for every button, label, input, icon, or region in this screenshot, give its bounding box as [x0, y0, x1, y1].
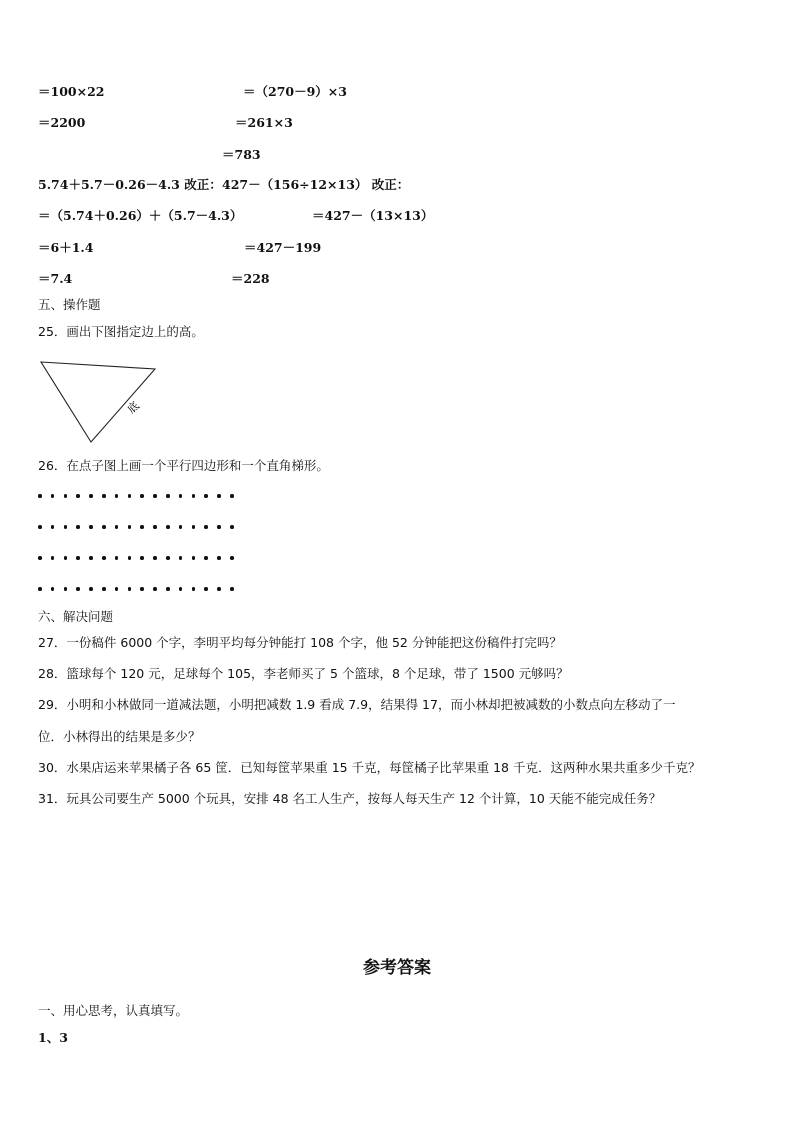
grid-dot [204, 494, 208, 498]
grid-dot [153, 587, 157, 591]
triangle-base-label: 底 [124, 399, 142, 417]
grid-dot [192, 494, 196, 498]
grid-dot [76, 556, 80, 560]
calc-line-3b: ＝783 [222, 147, 261, 162]
grid-dot [89, 556, 93, 560]
question-30: 30．水果店运来苹果橘子各 65 筐．已知每筐苹果重 15 千克，每筐橘子比苹果重 18 千克．这两种水果共重多少千克？ [38, 760, 701, 775]
question-31: 31．玩具公司要生产 5000 个玩具，安排 48 名工人生产，按每人每天生产 12 个计算，10 天能不能完成任务？ [38, 791, 662, 806]
question-25: 25．画出下图指定边上的高。 [38, 324, 204, 339]
triangle-figure [30, 355, 165, 450]
grid-dot [166, 587, 170, 591]
dot-row [38, 587, 238, 593]
grid-dot [89, 494, 93, 498]
answers-title: 参考答案 [363, 958, 431, 978]
calc-line-1a: ＝100×22 [38, 84, 105, 99]
grid-dot [38, 556, 42, 560]
calc-line-7a: ＝7.4 [38, 271, 73, 286]
grid-dot [140, 556, 144, 560]
section-6-heading: 六、解决问题 [38, 609, 114, 624]
grid-dot [204, 587, 208, 591]
grid-dot [179, 556, 183, 560]
triangle-shape [41, 362, 155, 442]
calc-line-7b: ＝228 [231, 271, 270, 286]
grid-dot [192, 556, 196, 560]
calc-line-2b: ＝261×3 [235, 115, 293, 130]
grid-dot [217, 494, 221, 498]
grid-dot [153, 494, 157, 498]
grid-dot [217, 556, 221, 560]
grid-dot [89, 587, 93, 591]
grid-dot [153, 525, 157, 529]
answer-1: 1、3 [38, 1030, 68, 1045]
grid-dot [76, 587, 80, 591]
grid-dot [179, 494, 183, 498]
grid-dot [38, 525, 42, 529]
grid-dot [192, 525, 196, 529]
grid-dot [38, 494, 42, 498]
grid-dot [140, 587, 144, 591]
calc-line-6a: ＝6＋1.4 [38, 240, 94, 255]
calc-line-5a: ＝（5.74＋0.26）＋（5.7－4.3） [38, 208, 243, 223]
grid-dot [140, 525, 144, 529]
grid-dot [217, 587, 221, 591]
grid-dot [76, 525, 80, 529]
grid-dot [102, 525, 106, 529]
dot-row [38, 494, 238, 500]
grid-dot [230, 556, 234, 560]
calc-line-4a: 5.74＋5.7－0.26－4.3 改正： [38, 177, 222, 192]
grid-dot [166, 494, 170, 498]
grid-dot [51, 525, 55, 529]
grid-dot [115, 494, 119, 498]
grid-dot [204, 525, 208, 529]
grid-dot [64, 587, 68, 591]
calc-line-5b: ＝427－（13×13） [312, 208, 434, 223]
grid-dot [128, 525, 132, 529]
calc-line-6b: ＝427－199 [244, 240, 322, 255]
grid-dot [115, 525, 119, 529]
question-28: 28．篮球每个 120 元，足球每个 105，李老师买了 5 个篮球，8 个足球，带了 1500 元够吗？ [38, 666, 569, 681]
grid-dot [230, 587, 234, 591]
grid-dot [153, 556, 157, 560]
grid-dot [166, 556, 170, 560]
grid-dot [230, 494, 234, 498]
grid-dot [76, 494, 80, 498]
dot-row [38, 525, 238, 531]
grid-dot [38, 587, 42, 591]
grid-dot [128, 587, 132, 591]
grid-dot [166, 525, 170, 529]
grid-dot [128, 556, 132, 560]
grid-dot [179, 587, 183, 591]
grid-dot [89, 525, 93, 529]
calc-line-2a: ＝2200 [38, 115, 86, 130]
grid-dot [51, 587, 55, 591]
grid-dot [192, 587, 196, 591]
grid-dot [64, 525, 68, 529]
question-29-line-2: 位．小林得出的结果是多少？ [38, 729, 201, 744]
grid-dot [102, 556, 106, 560]
grid-dot [230, 525, 234, 529]
grid-dot [64, 494, 68, 498]
grid-dot [51, 556, 55, 560]
question-27: 27．一份稿件 6000 个字，李明平均每分钟能打 108 个字，他 52 分钟能把这份稿件打完吗？ [38, 635, 562, 650]
grid-dot [102, 587, 106, 591]
answers-section-1: 一、用心思考，认真填写。 [38, 1003, 189, 1018]
grid-dot [204, 556, 208, 560]
grid-dot [128, 494, 132, 498]
dot-row [38, 556, 238, 562]
grid-dot [140, 494, 144, 498]
calc-line-1b: ＝（270－9）×3 [243, 84, 347, 99]
calc-line-4b: 427－（156÷12×13） 改正： [222, 177, 410, 192]
question-29-line-1: 29．小明和小林做同一道减法题，小明把减数 1.9 看成 7.9，结果得 17，而小林却把被减数的小数点向左移动了一 [38, 697, 676, 712]
grid-dot [102, 494, 106, 498]
grid-dot [217, 525, 221, 529]
grid-dot [64, 556, 68, 560]
grid-dot [179, 525, 183, 529]
grid-dot [115, 556, 119, 560]
grid-dot [115, 587, 119, 591]
section-5-heading: 五、操作题 [38, 297, 101, 312]
grid-dot [51, 494, 55, 498]
question-26: 26．在点子图上画一个平行四边形和一个直角梯形。 [38, 458, 329, 473]
